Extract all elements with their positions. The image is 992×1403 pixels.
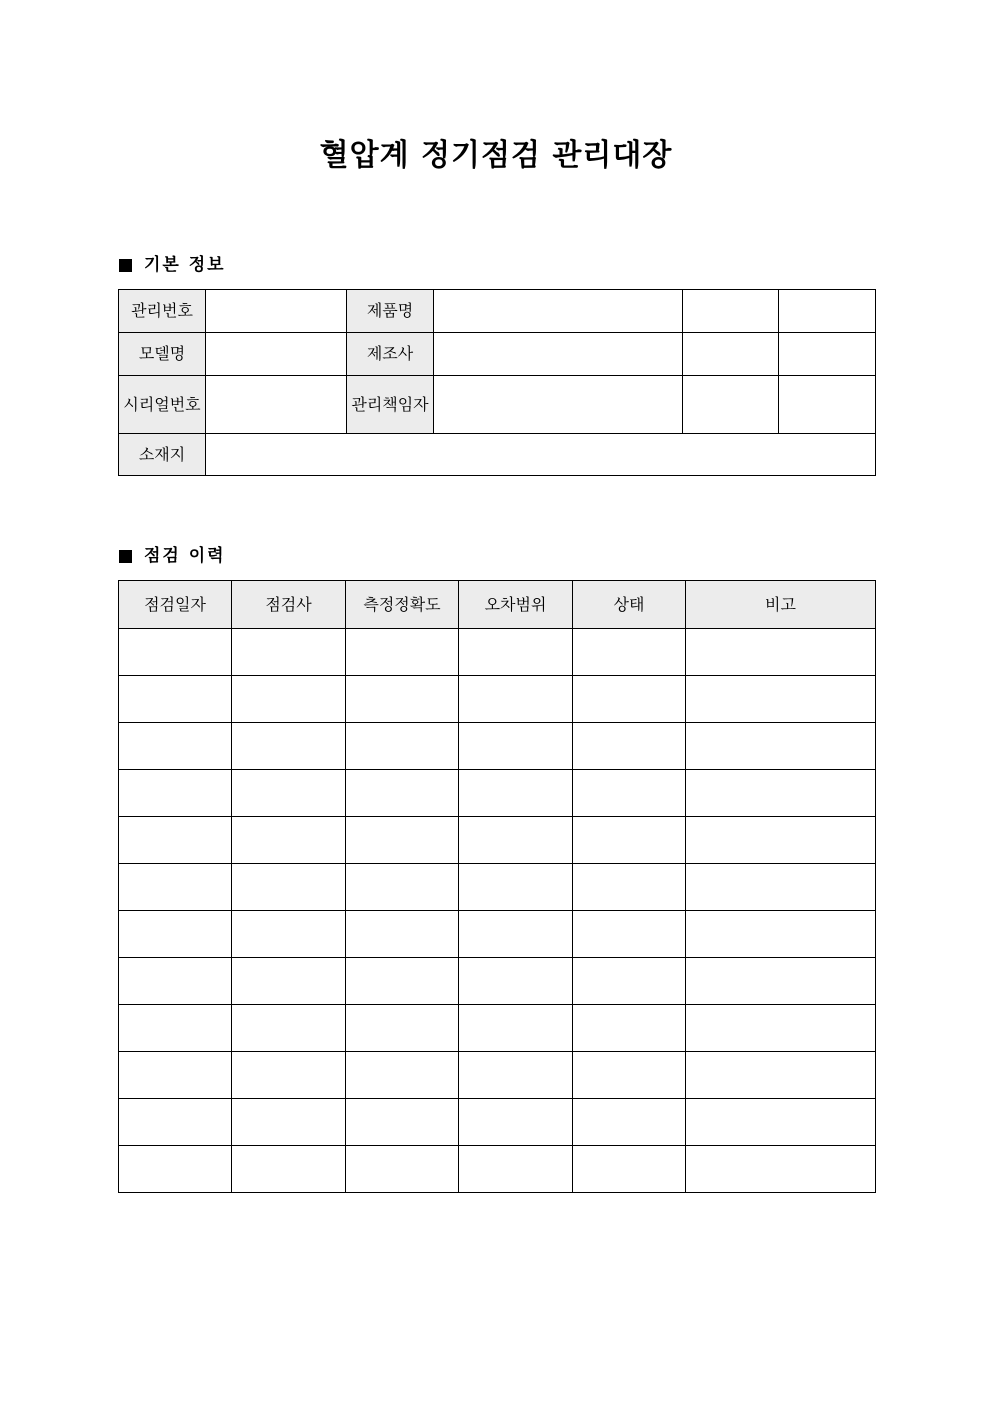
table-cell[interactable] <box>459 676 573 723</box>
column-header-date: 점검일자 <box>119 581 232 629</box>
table-cell[interactable] <box>119 1146 232 1193</box>
table-cell[interactable] <box>119 629 232 676</box>
table-row <box>119 629 876 676</box>
table-cell[interactable] <box>232 864 346 911</box>
product-name-field[interactable] <box>434 290 683 333</box>
manufacturer-field[interactable] <box>434 333 683 376</box>
inspection-history-heading-label: 점검 이력 <box>144 546 226 566</box>
product-name-label: 제품명 <box>347 290 434 333</box>
column-header-error-range: 오차범위 <box>459 581 573 629</box>
table-cell[interactable] <box>573 1052 686 1099</box>
table-cell[interactable] <box>573 723 686 770</box>
table-cell[interactable] <box>459 1099 573 1146</box>
info-row <box>119 333 876 376</box>
table-cell[interactable] <box>686 1146 876 1193</box>
table-cell[interactable] <box>573 1099 686 1146</box>
table-cell[interactable] <box>686 1005 876 1052</box>
table-cell[interactable] <box>686 911 876 958</box>
table-cell[interactable] <box>573 629 686 676</box>
table-cell[interactable] <box>119 676 232 723</box>
column-header-status: 상태 <box>573 581 686 629</box>
column-header-remarks: 비고 <box>686 581 876 629</box>
extra-cell[interactable] <box>779 376 876 434</box>
table-cell[interactable] <box>459 817 573 864</box>
table-cell[interactable] <box>573 770 686 817</box>
table-cell[interactable] <box>119 1005 232 1052</box>
table-cell[interactable] <box>232 911 346 958</box>
extra-cell[interactable] <box>779 290 876 333</box>
table-cell[interactable] <box>686 1099 876 1146</box>
manager-label: 관리책임자 <box>347 376 434 434</box>
table-cell[interactable] <box>459 1005 573 1052</box>
table-cell[interactable] <box>459 1052 573 1099</box>
table-cell[interactable] <box>573 817 686 864</box>
history-body <box>119 629 876 1193</box>
column-header-inspector: 점검사 <box>232 581 346 629</box>
table-cell[interactable] <box>573 958 686 1005</box>
table-row <box>119 770 876 817</box>
table-cell[interactable] <box>459 911 573 958</box>
table-row <box>119 817 876 864</box>
table-cell[interactable] <box>346 1052 459 1099</box>
table-cell[interactable] <box>232 958 346 1005</box>
table-row <box>119 1052 876 1099</box>
table-cell[interactable] <box>573 864 686 911</box>
table-cell[interactable] <box>346 864 459 911</box>
table-cell[interactable] <box>232 1052 346 1099</box>
serial-no-field[interactable] <box>206 376 347 434</box>
table-cell[interactable] <box>232 1099 346 1146</box>
table-cell[interactable] <box>459 629 573 676</box>
table-cell[interactable] <box>119 723 232 770</box>
square-bullet-icon <box>119 550 132 563</box>
info-row <box>119 290 876 333</box>
table-cell[interactable] <box>346 911 459 958</box>
table-cell[interactable] <box>232 770 346 817</box>
manager-field[interactable] <box>434 376 683 434</box>
table-cell[interactable] <box>346 958 459 1005</box>
table-cell[interactable] <box>459 770 573 817</box>
table-cell[interactable] <box>119 1099 232 1146</box>
table-row <box>119 676 876 723</box>
inspection-history-heading <box>119 544 226 568</box>
table-cell[interactable] <box>573 676 686 723</box>
management-no-field[interactable] <box>206 290 347 333</box>
table-cell[interactable] <box>686 1052 876 1099</box>
document-title: 혈압계 정기점검 관리대장 <box>319 138 673 173</box>
table-cell[interactable] <box>232 1005 346 1052</box>
table-cell[interactable] <box>232 629 346 676</box>
extra-cell[interactable] <box>683 376 779 434</box>
table-row <box>119 1005 876 1052</box>
table-cell[interactable] <box>459 1146 573 1193</box>
management-no-label: 관리번호 <box>119 290 206 333</box>
table-cell[interactable] <box>686 864 876 911</box>
table-cell[interactable] <box>573 1146 686 1193</box>
basic-info-heading-label: 기본 정보 <box>144 255 226 275</box>
table-row <box>119 958 876 1005</box>
table-cell[interactable] <box>346 723 459 770</box>
table-cell[interactable] <box>459 958 573 1005</box>
table-cell[interactable] <box>119 1052 232 1099</box>
extra-cell[interactable] <box>683 290 779 333</box>
table-cell[interactable] <box>573 1005 686 1052</box>
table-cell[interactable] <box>119 817 232 864</box>
table-cell[interactable] <box>459 864 573 911</box>
table-cell[interactable] <box>232 723 346 770</box>
table-cell[interactable] <box>119 911 232 958</box>
table-cell[interactable] <box>346 1099 459 1146</box>
table-cell[interactable] <box>346 770 459 817</box>
table-cell[interactable] <box>686 676 876 723</box>
table-cell[interactable] <box>346 1005 459 1052</box>
column-header-accuracy: 측정정확도 <box>346 581 459 629</box>
table-row <box>119 864 876 911</box>
table-cell[interactable] <box>346 629 459 676</box>
table-row <box>119 911 876 958</box>
inspection-history-table <box>118 580 876 1193</box>
model-name-field[interactable] <box>206 333 347 376</box>
table-cell[interactable] <box>232 817 346 864</box>
manufacturer-label: 제조사 <box>347 333 434 376</box>
table-cell[interactable] <box>573 911 686 958</box>
info-row <box>119 434 876 476</box>
table-cell[interactable] <box>686 629 876 676</box>
table-cell[interactable] <box>346 1146 459 1193</box>
table-cell[interactable] <box>686 817 876 864</box>
extra-cell[interactable] <box>683 333 779 376</box>
extra-cell[interactable] <box>779 333 876 376</box>
table-cell[interactable] <box>686 958 876 1005</box>
table-row <box>119 723 876 770</box>
table-cell[interactable] <box>119 958 232 1005</box>
table-cell[interactable] <box>119 864 232 911</box>
square-bullet-icon <box>119 259 132 272</box>
table-cell[interactable] <box>686 723 876 770</box>
info-row <box>119 376 876 434</box>
table-cell[interactable] <box>346 817 459 864</box>
location-label: 소재지 <box>119 434 206 476</box>
table-cell[interactable] <box>232 1146 346 1193</box>
history-header-row <box>119 581 876 629</box>
table-cell[interactable] <box>119 770 232 817</box>
table-cell[interactable] <box>459 723 573 770</box>
model-name-label: 모델명 <box>119 333 206 376</box>
table-row <box>119 1146 876 1193</box>
location-field[interactable] <box>206 434 876 476</box>
table-cell[interactable] <box>686 770 876 817</box>
serial-no-label: 시리얼번호 <box>119 376 206 434</box>
table-cell[interactable] <box>346 676 459 723</box>
table-cell[interactable] <box>232 676 346 723</box>
basic-info-table <box>118 289 876 476</box>
table-row <box>119 1099 876 1146</box>
basic-info-heading <box>119 253 226 277</box>
